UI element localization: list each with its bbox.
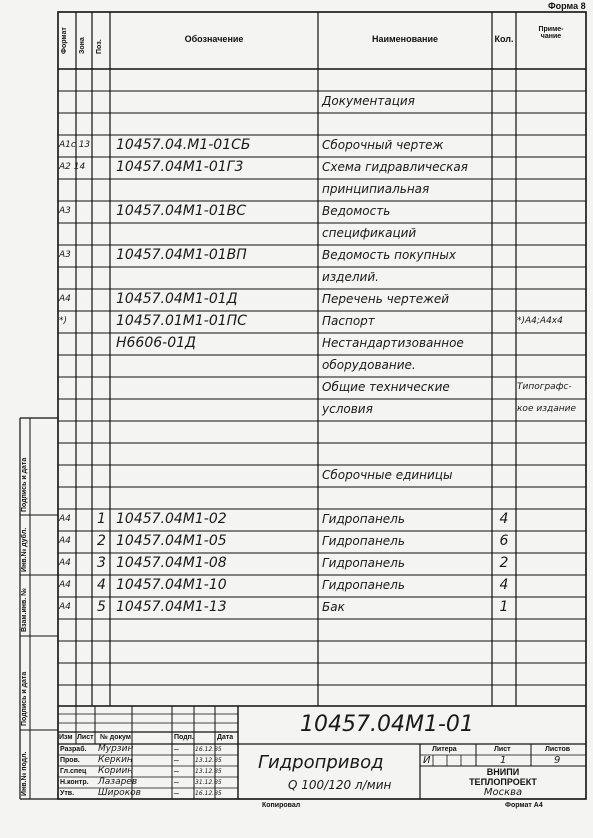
- header-qty: Кол.: [494, 34, 514, 44]
- org-city: Москва: [483, 787, 523, 798]
- row-10-format: *): [59, 315, 68, 326]
- role-utv: Утв.: [60, 790, 75, 797]
- sheets-label: Листов: [545, 746, 571, 753]
- name-gl-spec: Кориин: [98, 766, 134, 776]
- row-19-name: Гидропанель: [322, 578, 405, 592]
- signature-gl-spec: ~: [173, 767, 180, 776]
- name-utv: Широков: [98, 788, 141, 798]
- sheet-label: Лист: [494, 746, 511, 753]
- role-prov: Пров.: [60, 757, 80, 764]
- sheet-value: 1: [500, 755, 507, 766]
- row-17-name: Гидропанель: [322, 534, 405, 548]
- header-zone: Зона: [79, 37, 86, 54]
- row-10-designation: 10457.01М1-01ПС: [116, 313, 247, 329]
- date-n-kontr: 31.12.85: [195, 779, 222, 786]
- signature-utv: ~: [173, 789, 180, 798]
- row-13-note: Типографс-: [517, 381, 572, 392]
- row-20-designation: 10457.04М1-13: [116, 599, 227, 615]
- header-note: Приме- чание: [538, 26, 564, 40]
- side-label-sign-date-bottom: Подпись и дата: [21, 671, 28, 726]
- date-gl-spec: 13.12.85: [195, 768, 222, 775]
- date-prov: 13.12.85: [195, 757, 222, 764]
- role-n-kontr: Н.контр.: [60, 779, 89, 786]
- row-7-format: А3: [59, 249, 71, 260]
- row-6-name: спецификаций: [322, 226, 417, 240]
- col-data: Дата: [217, 734, 234, 741]
- date-utv: 16.12.85: [195, 790, 222, 797]
- row-3-name: Схема гидравлическая: [322, 160, 468, 174]
- row-13-name: Общие технические: [322, 380, 450, 394]
- row-5-format: А3: [59, 205, 71, 216]
- signature-razrab: ~: [173, 745, 180, 754]
- row-14-name: условия: [322, 402, 373, 416]
- row-16-pos: 1: [97, 511, 106, 527]
- row-19-pos: 4: [97, 577, 106, 593]
- litera-label: Литера: [432, 746, 457, 753]
- row-4-name: принципиальная: [322, 182, 430, 196]
- org-block: [420, 767, 586, 787]
- row-20-qty: 1: [499, 599, 509, 615]
- row-2-name: Сборочный чертеж: [322, 138, 444, 152]
- sheets-value: 9: [554, 755, 561, 766]
- row-9-name: Перечень чертежей: [322, 292, 450, 306]
- row-17-format: А4: [59, 535, 71, 546]
- row-11-name: Нестандартизованное: [322, 336, 464, 350]
- row-16-qty: 4: [499, 511, 509, 527]
- row-7-name: Ведомость покупных: [322, 248, 456, 262]
- date-razrab: 16.12.85: [195, 746, 222, 753]
- row-20-pos: 5: [97, 599, 106, 615]
- row-2-format: А1с 13: [59, 139, 91, 150]
- row-14-note: кое издание: [517, 403, 576, 414]
- name-prov: Керкин: [98, 755, 133, 765]
- footer-format: Формат А4: [505, 802, 543, 809]
- row-16-designation: 10457.04М1-02: [116, 511, 227, 527]
- row-17-qty: 6: [499, 533, 509, 549]
- row-18-qty: 2: [499, 555, 509, 571]
- header-format: Формат: [61, 27, 68, 54]
- header-pos: Поз.: [96, 39, 103, 54]
- row-17-designation: 10457.04М1-05: [116, 533, 227, 549]
- org-line-2: ТЕПЛОПРОЕКТ: [469, 777, 537, 787]
- row-5-designation: 10457.04М1-01ВС: [116, 203, 247, 219]
- footer-copied: Копировал: [262, 802, 301, 809]
- row-10-name: Паспорт: [322, 314, 375, 328]
- product-flow: Q 100/120 л/мин: [288, 778, 392, 792]
- row-15-name: Сборочные единицы: [322, 468, 453, 482]
- row-20-format: А4: [59, 601, 71, 612]
- col-podp: Подп.: [174, 734, 194, 741]
- row-3-format: А2 14: [59, 161, 86, 172]
- row-3-designation: 10457.04М1-01Г3: [116, 159, 244, 175]
- col-izm: Изм: [59, 734, 73, 741]
- name-n-kontr: Лазарев: [98, 777, 138, 787]
- row-1-name: Документация: [322, 94, 415, 108]
- row-8-name: изделий.: [322, 270, 379, 284]
- row-11-designation: Н6606-01Д: [116, 335, 196, 351]
- row-16-name: Гидропанель: [322, 512, 405, 526]
- row-20-name: Бак: [322, 600, 345, 614]
- row-19-qty: 4: [499, 577, 509, 593]
- header-name: Наименование: [371, 34, 439, 44]
- row-19-format: А4: [59, 579, 71, 590]
- litera-value: И: [423, 755, 431, 766]
- name-razrab: Мурзин: [98, 744, 134, 754]
- side-label-vzam-inv: Взам.инв. №: [21, 588, 28, 632]
- row-18-pos: 3: [97, 555, 106, 571]
- role-gl-spec: Гл.спец: [60, 768, 87, 775]
- row-18-format: А4: [59, 557, 71, 568]
- row-19-designation: 10457.04М1-10: [116, 577, 227, 593]
- col-list: Лист: [77, 734, 94, 741]
- col-ndoc: № докум.: [100, 734, 133, 741]
- form-label: Форма 8: [548, 1, 586, 11]
- row-12-name: оборудование.: [322, 358, 416, 372]
- signature-n-kontr: ~: [173, 778, 180, 787]
- product-name: Гидропривод: [258, 752, 384, 773]
- signature-prov: ~: [173, 756, 180, 765]
- header-designation: Обозначение: [184, 34, 244, 44]
- row-9-designation: 10457.04М1-01Д: [116, 291, 238, 307]
- row-7-designation: 10457.04М1-01ВП: [116, 247, 247, 263]
- doc-number: 10457.04М1-01: [300, 712, 474, 737]
- role-razrab: Разраб.: [60, 746, 87, 753]
- side-label-inv-podl: Инв.№ подл.: [21, 751, 28, 796]
- row-2-designation: 10457.04.М1-01СБ: [116, 137, 251, 153]
- row-10-note: *)А4;А4х4: [517, 315, 563, 326]
- row-18-name: Гидропанель: [322, 556, 405, 570]
- row-18-designation: 10457.04М1-08: [116, 555, 227, 571]
- row-5-name: Ведомость: [322, 204, 391, 218]
- org-line-1: ВНИПИ: [486, 767, 520, 777]
- row-9-format: А4: [59, 293, 71, 304]
- row-16-format: А4: [59, 513, 71, 524]
- side-label-inv-dubl: Инв.№ дубл.: [21, 527, 28, 572]
- side-label-sign-date-top: Подпись и дата: [21, 457, 28, 512]
- row-17-pos: 2: [97, 533, 106, 549]
